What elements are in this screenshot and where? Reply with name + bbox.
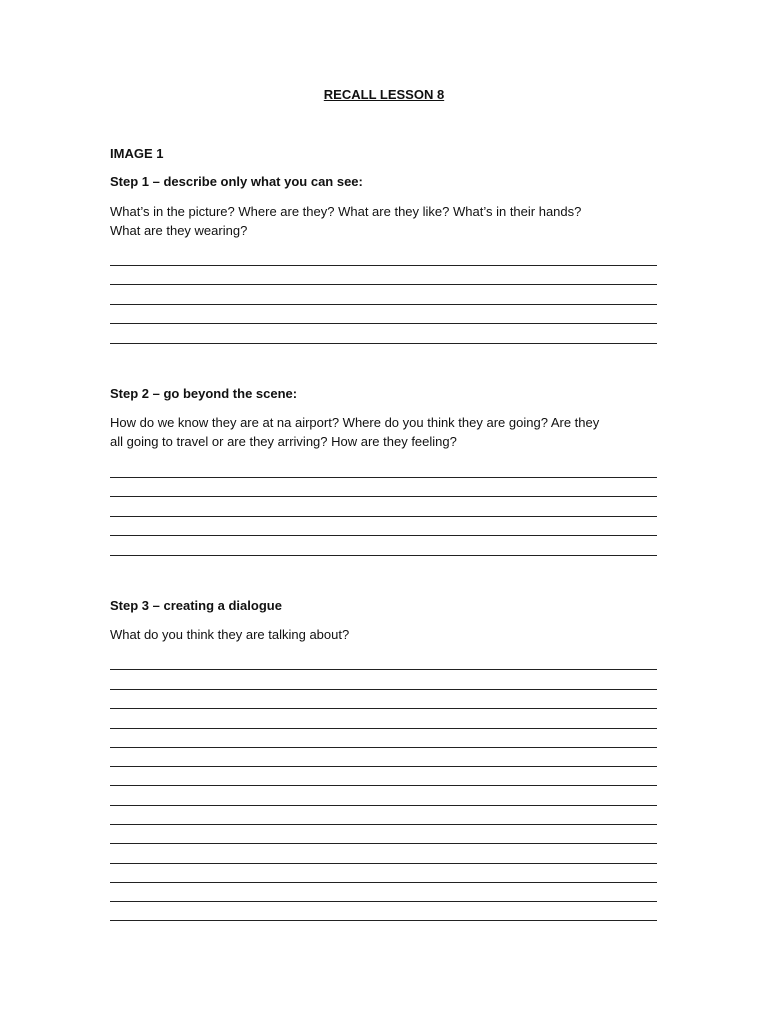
step2-heading: Step 2 – go beyond the scene: <box>110 386 298 401</box>
answer-line[interactable] <box>110 496 657 497</box>
answer-line[interactable] <box>110 555 657 556</box>
step2-question-line2: all going to travel or are they arriving? How are they feeling? <box>110 434 457 449</box>
answer-line[interactable] <box>110 824 657 825</box>
answer-line[interactable] <box>110 785 657 786</box>
answer-line[interactable] <box>110 747 657 748</box>
answer-line[interactable] <box>110 516 657 517</box>
answer-line[interactable] <box>110 304 657 305</box>
answer-line[interactable] <box>110 766 657 767</box>
answer-line[interactable] <box>110 843 657 844</box>
page-title: RECALL LESSON 8 <box>323 87 445 102</box>
step1-question-line1: What’s in the picture? Where are they? What are they like? What’s in their hands? <box>110 204 582 219</box>
answer-line[interactable] <box>110 863 657 864</box>
image-label: IMAGE 1 <box>110 146 164 161</box>
answer-line[interactable] <box>110 882 657 883</box>
answer-line[interactable] <box>110 920 657 921</box>
answer-line[interactable] <box>110 689 657 690</box>
answer-line[interactable] <box>110 323 657 324</box>
step2-question-line1: How do we know they are at na airport? Where do you think they are going? Are they <box>110 415 600 430</box>
answer-line[interactable] <box>110 265 657 266</box>
answer-line[interactable] <box>110 901 657 902</box>
answer-line[interactable] <box>110 284 657 285</box>
answer-line[interactable] <box>110 805 657 806</box>
answer-line[interactable] <box>110 535 657 536</box>
step3-heading: Step 3 – creating a dialogue <box>110 598 282 613</box>
answer-line[interactable] <box>110 477 657 478</box>
answer-line[interactable] <box>110 343 657 344</box>
answer-line[interactable] <box>110 708 657 709</box>
answer-line[interactable] <box>110 669 657 670</box>
step1-question-line2: What are they wearing? <box>110 223 248 238</box>
step1-heading: Step 1 – describe only what you can see: <box>110 174 363 189</box>
answer-line[interactable] <box>110 728 657 729</box>
step3-question-line1: What do you think they are talking about? <box>110 627 350 642</box>
